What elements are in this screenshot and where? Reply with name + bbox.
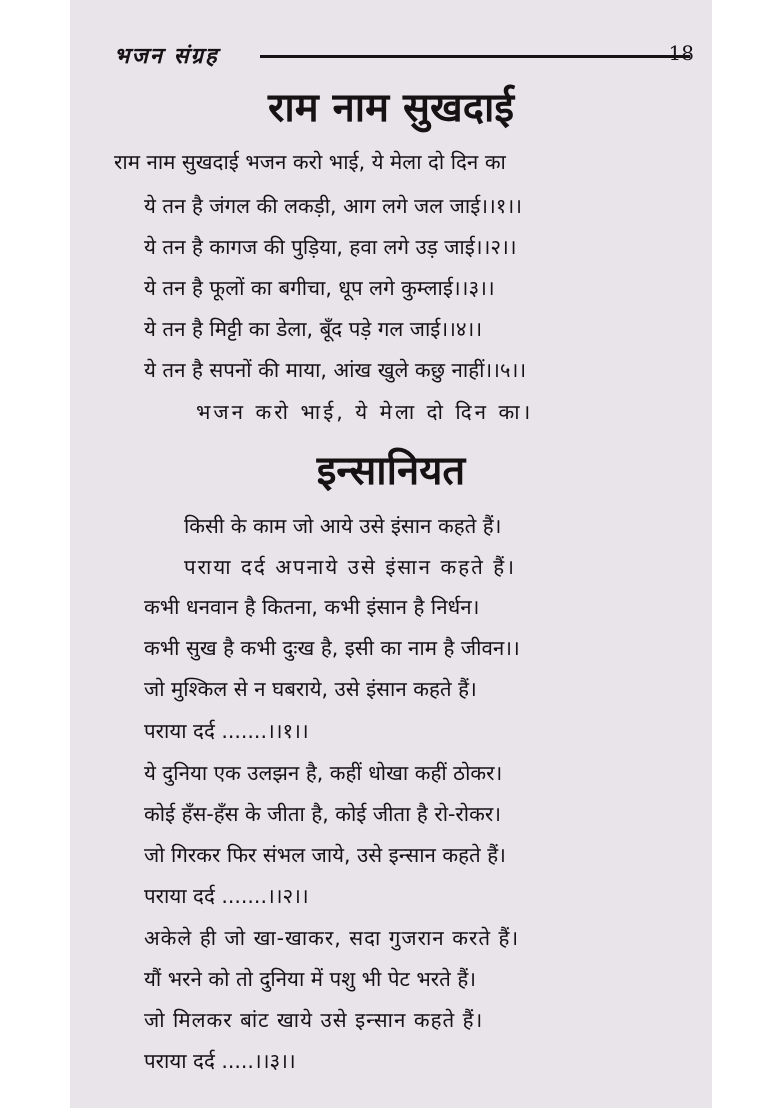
verse-line: ये तन है सपनों की माया, आंख खुले कछु नाहीं।।५।। (144, 358, 527, 382)
verse-line: कभी धनवान है कितना, कभी इंसान है निर्धन। (144, 595, 480, 619)
verse-line: ये तन है मिट्टी का डेला, बूँद पड़े गल जाई।।४।। (144, 317, 483, 341)
verse-line: कभी सुख है कभी दुःख है, इसी का नाम है जीवन।। (144, 636, 520, 660)
verse-line: अकेले ही जो खा-खाकर, सदा गुजरान करते हैं। (144, 926, 520, 950)
verse-refrain: भजन करो भाई, ये मेला दो दिन का। (196, 400, 534, 424)
verse-line: ये तन है कागज की पुड़िया, हवा लगे उड़ जाई।।२।। (144, 235, 517, 259)
book-title: भजन संग्रह (114, 44, 219, 69)
page-number: 18 (668, 41, 694, 65)
section-title-ram-naam: राम नाम सुखदाई (268, 85, 514, 131)
verse-line: राम नाम सुखदाई भजन करो भाई, ये मेला दो दिन का (114, 150, 506, 174)
verse-line: पराया दर्द अपनाये उसे इंसान कहते हैं। (184, 555, 516, 579)
verse-refrain: पराया दर्द .......।।२।। (144, 884, 309, 908)
verse-line: ये तन है जंगल की लकड़ी, आग लगे जल जाई।।१।। (144, 194, 522, 218)
running-header (114, 36, 694, 70)
book-page (70, 0, 712, 1108)
verse-line: ये दुनिया एक उलझन है, कहीं धोखा कहीं ठोकर। (144, 761, 503, 785)
verse-refrain: पराया दर्द .......।।१।। (144, 719, 309, 743)
verse-refrain: पराया दर्द .....।।३।। (144, 1049, 296, 1073)
verse-line: कोई हँस-हँस के जीता है, कोई जीता है रो-रोकर। (144, 802, 501, 826)
verse-line: ये तन है फूलों का बगीचा, धूप लगे कुम्लाई।।३।। (144, 276, 495, 300)
verse-line: जो गिरकर फिर संभल जाये, उसे इन्सान कहते हैं। (144, 843, 506, 867)
verse-line: जो मुश्किल से न घबराये, उसे इंसान कहते हैं। (144, 677, 477, 701)
verse-line: यौं भरने को तो दुनिया में पशु भी पेट भरते हैं। (144, 967, 477, 991)
section-title-insaniyat: इन्सानियत (316, 448, 466, 494)
header-rule (260, 55, 690, 58)
verse-line: किसी के काम जो आये उसे इंसान कहते हैं। (184, 514, 502, 538)
verse-line: जो मिलकर बांट खाये उसे इन्सान कहते हैं। (144, 1008, 484, 1032)
